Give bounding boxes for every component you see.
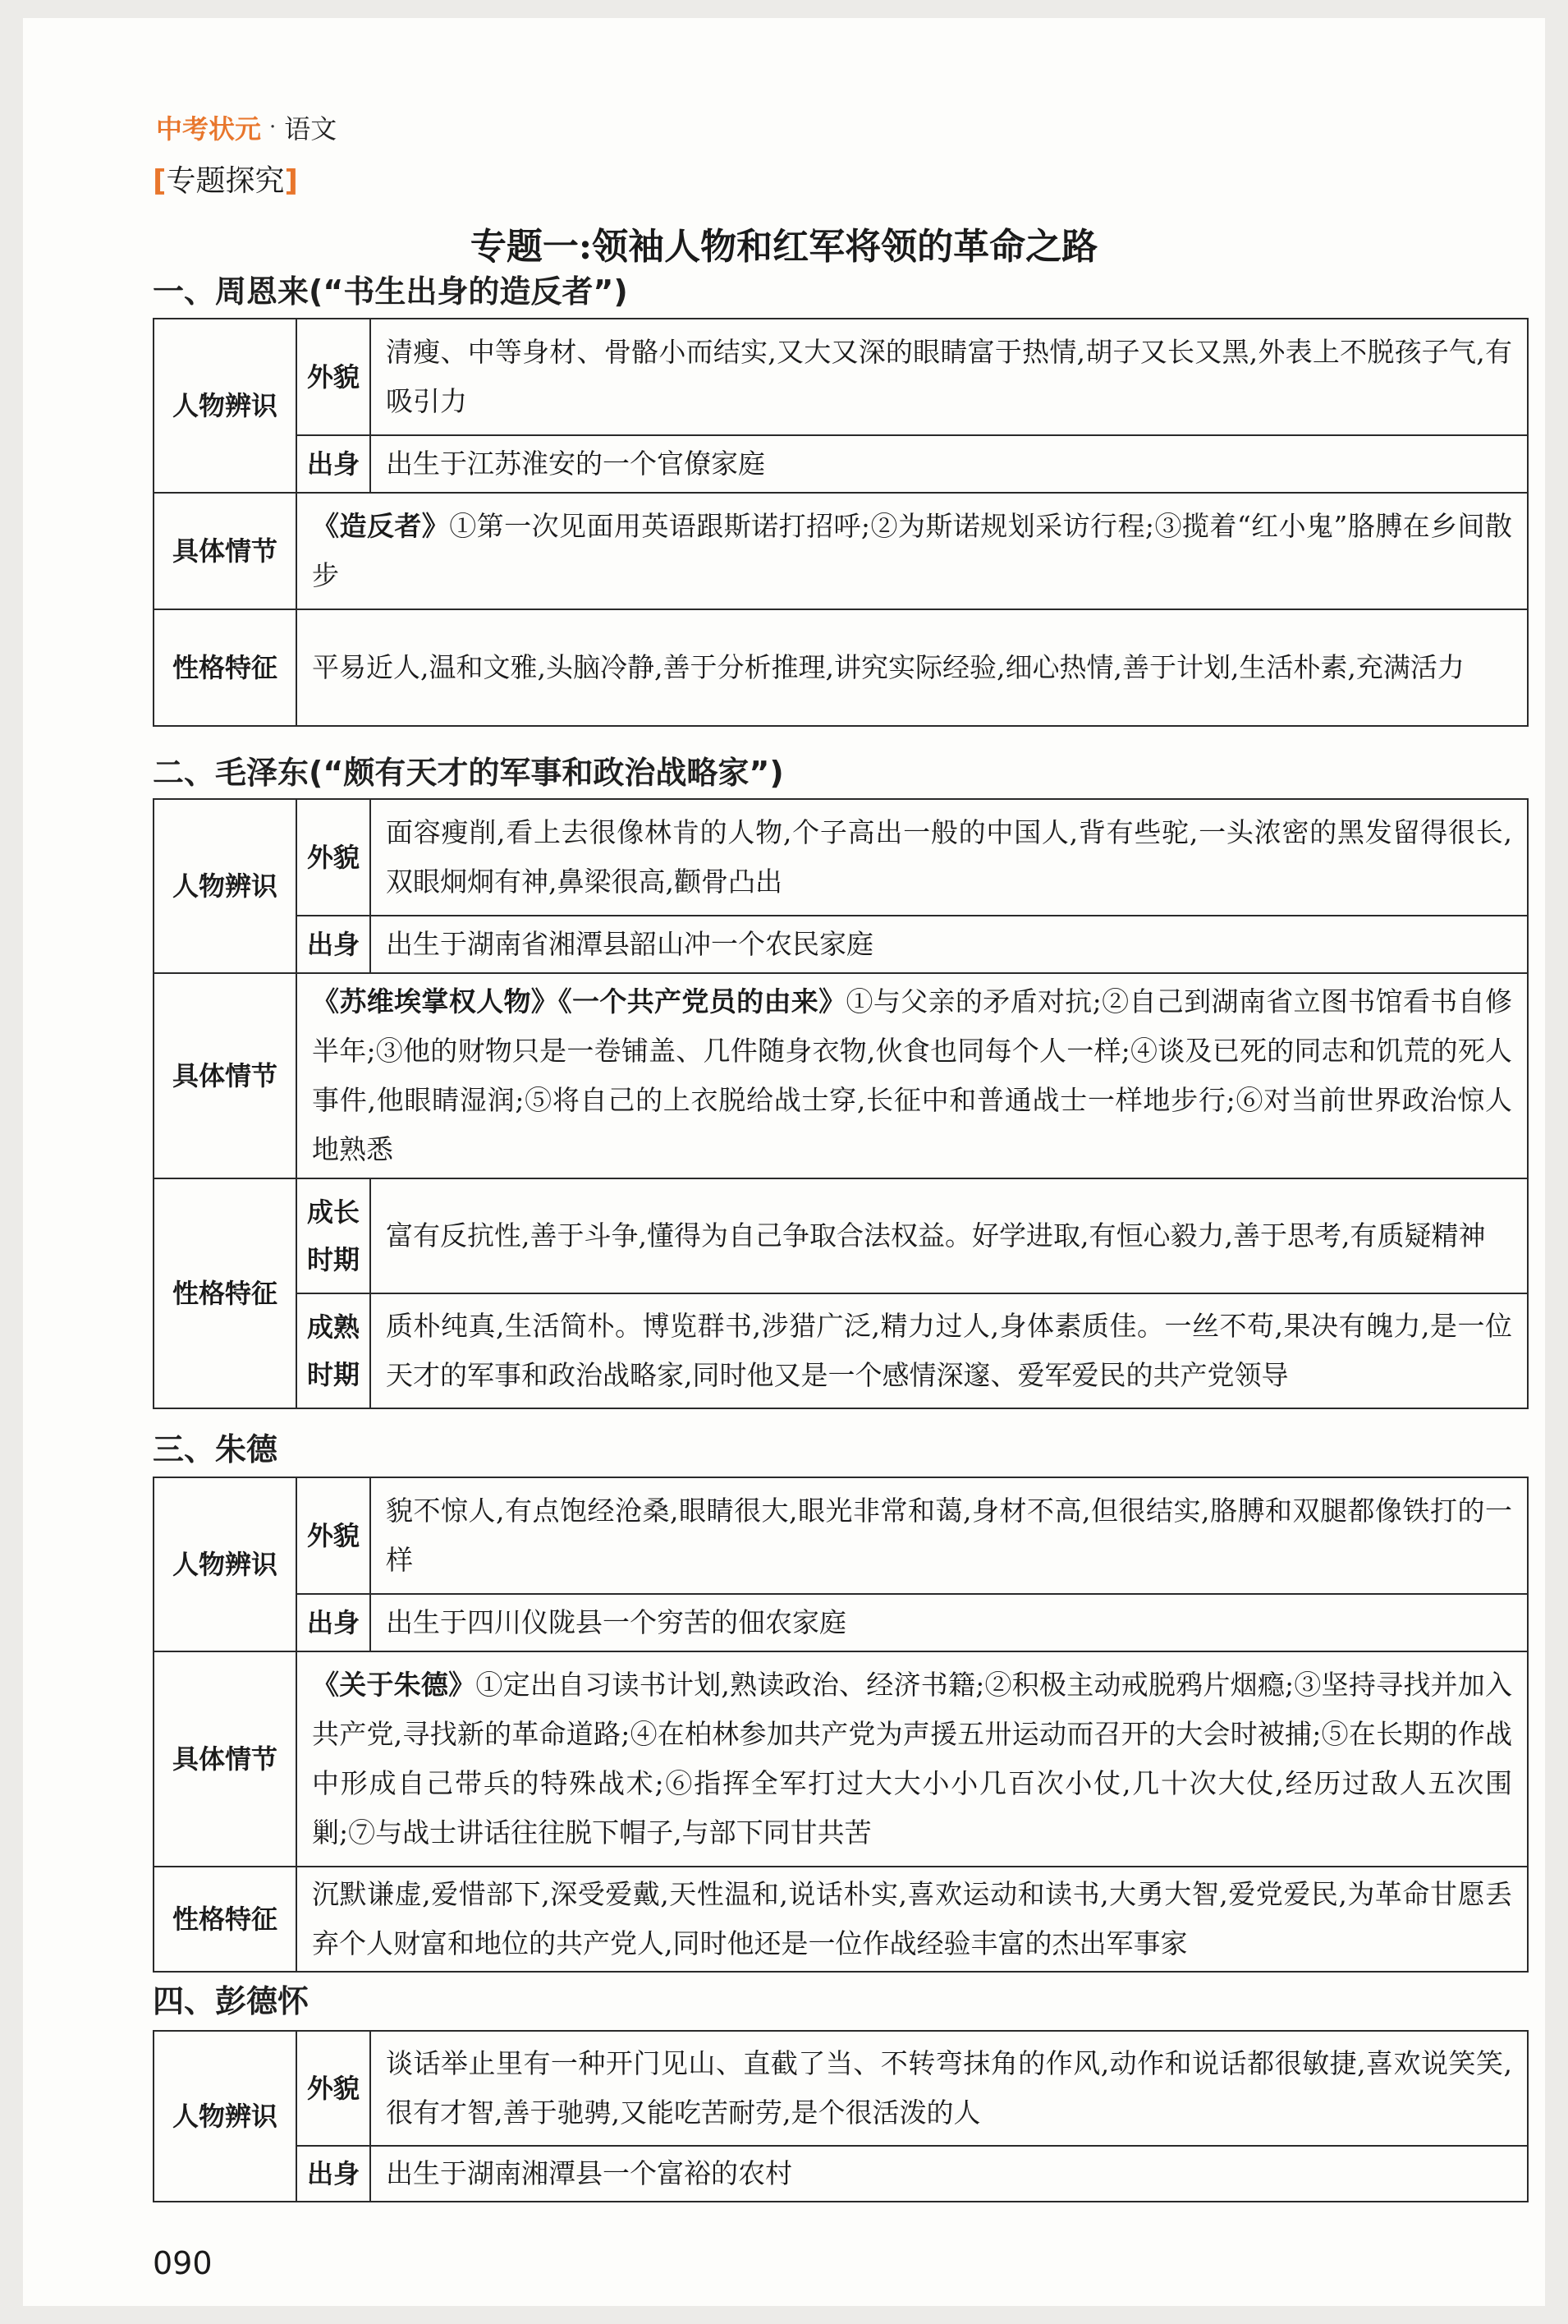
section-heading: 三、朱德 xyxy=(153,1431,278,1467)
sub-label: 出身 xyxy=(296,916,370,973)
row-label: 性格特征 xyxy=(154,1178,296,1408)
cell-text xyxy=(296,973,1528,1178)
cell-text: 貌不惊人,有点饱经沧桑,眼睛很大,眼光非常和蔼,身材不高,但很结实,胳膊和双腿都像铁打的一样 xyxy=(370,1477,1528,1594)
cell-text xyxy=(296,493,1528,609)
cell-text: 富有反抗性,善于斗争,懂得为自己争取合法权益。好学进取,有恒心毅力,善于思考,有质疑精神 xyxy=(370,1178,1528,1293)
book-title: 《造反者》 xyxy=(312,510,450,542)
book-title: 《苏维埃掌权人物》《一个共产党员的由来》 xyxy=(312,985,846,1017)
book-title: 《关于朱德》 xyxy=(312,1669,476,1701)
cell-text: 沉默谦虚,爱惜部下,深受爱戴,天性温和,说话朴实,喜欢运动和读书,大勇大智,爱党爱民,为革命甘愿丢弃个人财富和地位的共产党人,同时他还是一位作战经验丰富的杰出军事家 xyxy=(296,1867,1528,1972)
cell-text: 谈话举止里有一种开门见山、直截了当、不转弯抹角的作风,动作和说话都很敏捷,喜欢说笑笑,很有才智,善于驰骋,又能吃苦耐劳,是个很活泼的人 xyxy=(370,2031,1528,2146)
cell-text: 质朴纯真,生活简朴。博览群书,涉猎广泛,精力过人,身体素质佳。一丝不苟,果决有魄力,是一位天才的军事和政治战略家,同时他又是一个感情深邃、爱军爱民的共产党领导 xyxy=(370,1293,1528,1408)
row-label: 具体情节 xyxy=(154,1651,296,1867)
sub-label: 成熟时期 xyxy=(296,1293,370,1408)
section-tag xyxy=(153,158,298,200)
row-label: 人物辨识 xyxy=(154,319,296,493)
plot-text: ①与父亲的矛盾对抗;②自己到湖南省立图书馆看书自修半年;③他的财物只是一卷铺盖、几件随身衣物,伙食也同每个人一样;④谈及已死的同志和饥荒的死人事件,他眼睛湿润;⑤将自己的上衣脱给战士穿,长征中和普通战士一样地步行;⑥对当前世界政治惊人地熟悉 xyxy=(312,985,1513,1165)
cell-text: 清瘦、中等身材、骨骼小而结实,又大又深的眼睛富于热情,胡子又长又黑,外表上不脱孩子气,有吸引力 xyxy=(370,319,1528,435)
row-label: 具体情节 xyxy=(154,493,296,609)
sub-label: 出身 xyxy=(296,1594,370,1651)
section-heading: 二、毛泽东(“颇有天才的军事和政治战略家”) xyxy=(153,755,784,791)
row-label: 性格特征 xyxy=(154,609,296,726)
sub-label: 成长时期 xyxy=(296,1178,370,1293)
row-label: 性格特征 xyxy=(154,1867,296,1972)
info-table xyxy=(153,1477,1529,1973)
row-label: 具体情节 xyxy=(154,973,296,1178)
page xyxy=(23,18,1545,2306)
cell-text: 出生于湖南省湘潭县韶山冲一个农民家庭 xyxy=(370,916,1528,973)
tag-bracket-right: ] xyxy=(284,164,298,198)
cell-text xyxy=(296,1651,1528,1867)
page-number: 090 xyxy=(153,2245,213,2281)
info-table xyxy=(153,318,1529,727)
row-label: 人物辨识 xyxy=(154,1477,296,1651)
header-separator: · xyxy=(269,115,277,140)
plot-text: ①定出自习读书计划,熟读政治、经济书籍;②积极主动戒脱鸦片烟瘾;③坚持寻找并加入共产党,寻找新的革命道路;④在柏林参加共产党为声援五卅运动而召开的大会时被捕;⑤在长期的作战中形成自己带兵的特殊战术;⑥指挥全军打过大大小小几百次小仗,几十次大仗,经历过敌人五次围剿;⑦与战士讲话往往脱下帽子,与部下同甘共苦 xyxy=(312,1669,1512,1849)
sub-label: 外貌 xyxy=(296,1477,370,1594)
running-head xyxy=(156,108,337,146)
sub-label: 外貌 xyxy=(296,319,370,435)
row-label: 人物辨识 xyxy=(154,2031,296,2202)
tag-bracket-left: [ xyxy=(153,164,167,198)
sub-label: 出身 xyxy=(296,2146,370,2202)
sub-label: 外貌 xyxy=(296,2031,370,2146)
brand-logo: 中考状元 xyxy=(156,113,262,145)
cell-text: 出生于四川仪陇县一个穷苦的佃农家庭 xyxy=(370,1594,1528,1651)
cell-text: 面容瘦削,看上去很像林肯的人物,个子高出一般的中国人,背有些驼,一头浓密的黑发留得很长,双眼炯炯有神,鼻梁很高,颧骨凸出 xyxy=(370,799,1528,916)
info-table xyxy=(153,798,1529,1409)
sub-label: 出身 xyxy=(296,435,370,493)
row-label: 人物辨识 xyxy=(154,799,296,973)
plot-text: ①第一次见面用英语跟斯诺打招呼;②为斯诺规划采访行程;③揽着“红小鬼”胳膊在乡间散步 xyxy=(312,510,1513,591)
topic-title: 专题一:领袖人物和红军将领的革命之路 xyxy=(470,226,1098,268)
cell-text: 出生于江苏淮安的一个官僚家庭 xyxy=(370,435,1528,493)
sub-label: 外貌 xyxy=(296,799,370,916)
subject-label: 语文 xyxy=(284,113,337,145)
section-heading: 四、彭德怀 xyxy=(153,1983,309,2019)
info-table xyxy=(153,2030,1529,2202)
cell-text: 平易近人,温和文雅,头脑冷静,善于分析推理,讲究实际经验,细心热情,善于计划,生活朴素,充满活力 xyxy=(296,609,1528,726)
section-heading: 一、周恩来(“书生出身的造反者”) xyxy=(153,273,628,310)
cell-text: 出生于湖南湘潭县一个富裕的农村 xyxy=(370,2146,1528,2202)
tag-label: 专题探究 xyxy=(166,164,285,198)
